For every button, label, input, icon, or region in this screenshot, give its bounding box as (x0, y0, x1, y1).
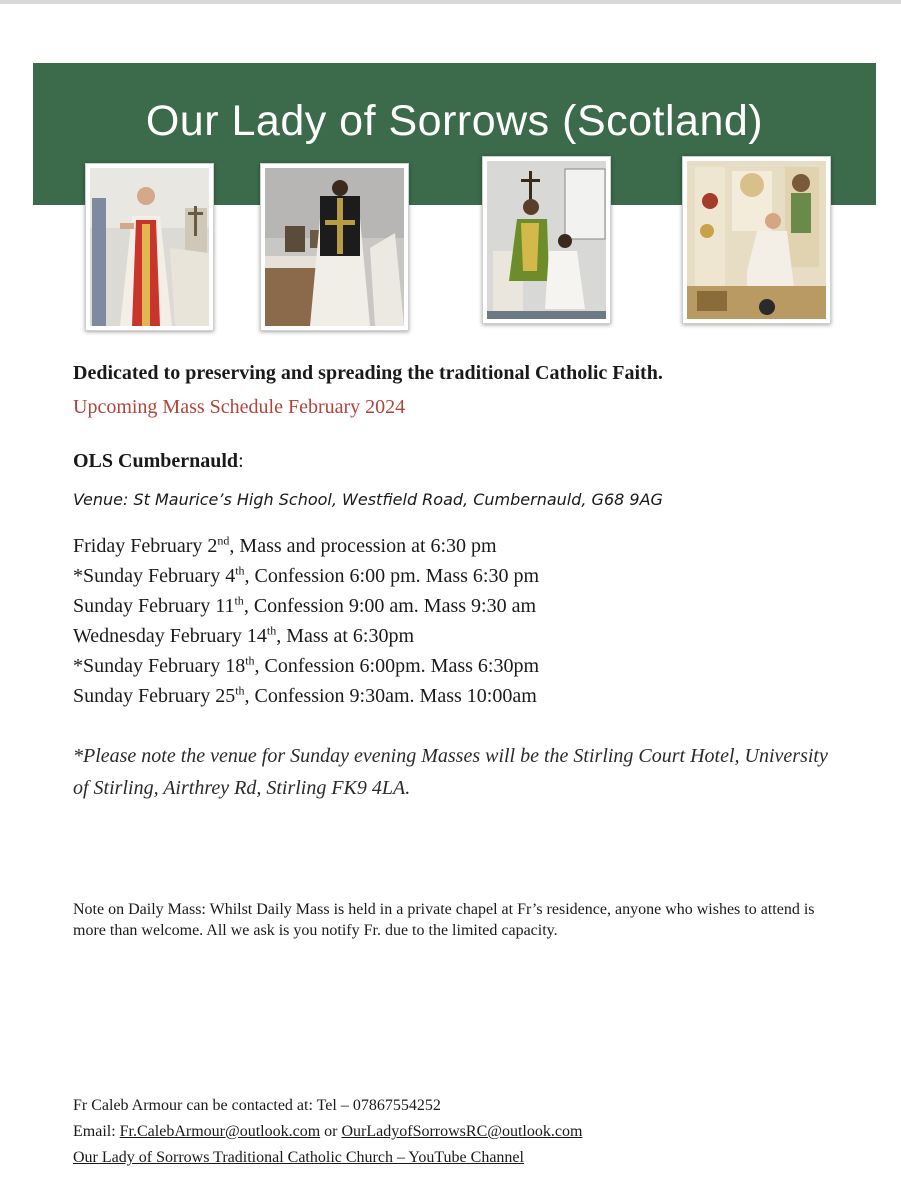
priest-at-altar-photo (85, 163, 214, 331)
priest-in-green-vestments-photo (482, 156, 611, 324)
ornate-altar-photo (682, 156, 831, 324)
location-suffix: : (238, 450, 244, 472)
mass-entry: Wednesday February 14th, Mass at 6:30pm (73, 623, 415, 647)
top-border (0, 0, 901, 4)
mass-entry: Sunday February 11th, Confession 9:00 am. Mass 9:30 am (73, 593, 537, 617)
email-link-ols[interactable]: OurLadyofSorrowsRC@outlook.com (341, 1123, 583, 1140)
mass-schedule-list (73, 531, 539, 711)
sunday-venue-note: *Please note the venue for Sunday evening Masses will be the Stirling Court Hotel, University of Stirling, Airthrey Rd, Stirling FK9 4LA. (73, 745, 828, 799)
priest-in-black-vestments-photo (260, 163, 409, 331)
location-heading (73, 450, 244, 473)
contact-email-line: Email: Fr.CalebArmour@outlook.com or OurLadyofSorrowsRC@outlook.com (73, 1123, 583, 1140)
mission-tagline: Dedicated to preserving and spreading the traditional Catholic Faith. (73, 362, 663, 384)
email-link-fr-caleb[interactable]: Fr.CalebArmour@outlook.com (119, 1123, 321, 1140)
location-name: OLS Cumbernauld (73, 450, 239, 472)
mass-entry: *Sunday February 18th, Confession 6:00pm. Mass 6:30pm (73, 653, 539, 677)
venue-line: Venue: St Maurice’s High School, Westfield Road, Cumbernauld, G68 9AG (73, 490, 663, 509)
daily-mass-note: Note on Daily Mass: Whilst Daily Mass is held in a private chapel at Fr’s residence, anyone who wishes to attend is more than welcome. All we ask is you notify Fr. due to the limited capacity. (73, 901, 815, 939)
youtube-channel-link[interactable]: Our Lady of Sorrows Traditional Catholic Church – YouTube Channel (73, 1149, 524, 1166)
mass-entry: Sunday February 25th, Confession 9:30am. Mass 10:00am (73, 683, 537, 707)
mass-entry: *Sunday February 4th, Confession 6:00 pm. Mass 6:30 pm (73, 563, 539, 587)
contact-phone: Fr Caleb Armour can be contacted at: Tel – 07867554252 (73, 1097, 441, 1114)
youtube-line (73, 1149, 524, 1167)
mass-entry: Friday February 2nd, Mass and procession at 6:30 pm (73, 533, 497, 557)
page-title: Our Lady of Sorrows (Scotland) (145, 97, 764, 145)
schedule-heading: Upcoming Mass Schedule February 2024 (73, 396, 406, 418)
